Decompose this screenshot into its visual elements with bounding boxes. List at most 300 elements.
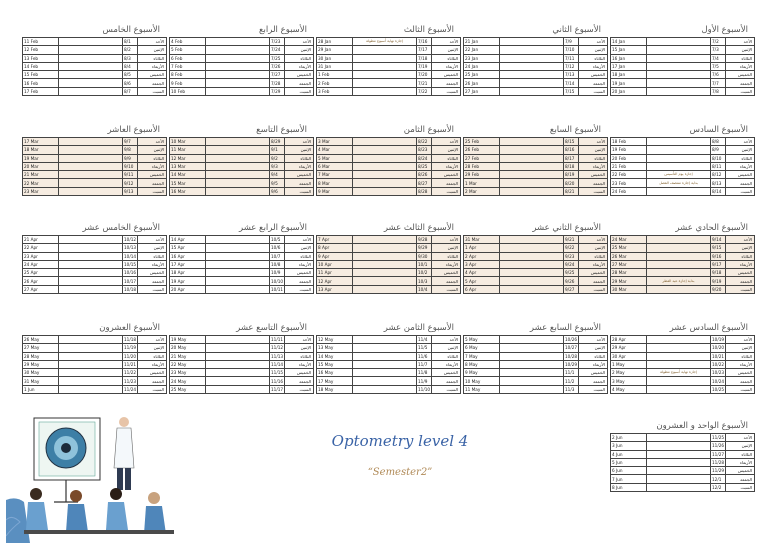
note-cell [206, 62, 270, 70]
day-row [611, 236, 755, 244]
note-cell [206, 71, 270, 79]
hijri-date-cell: 8/17 [564, 154, 579, 162]
day-row [611, 171, 755, 179]
date-cell: 8 May [464, 360, 500, 368]
hijri-date-cell: 10/3 [417, 277, 432, 285]
day-name-cell: الثلاثاء [138, 154, 167, 162]
date-cell: 21 Feb [611, 162, 647, 170]
date-cell: 13 Mar [170, 162, 206, 170]
day-name-cell: الثلاثاء [726, 450, 755, 458]
day-row [464, 352, 608, 360]
date-cell: 7 Apr [317, 236, 353, 244]
day-name-cell: السبت [432, 87, 461, 95]
hijri-date-cell: 10/21 [712, 353, 725, 359]
day-name-cell: الأربعاء [138, 360, 167, 368]
date-cell: 4 Mar [317, 146, 353, 154]
day-row [317, 79, 461, 87]
day-row [170, 260, 314, 268]
day-name-cell: الأربعاء [285, 360, 314, 368]
day-name-cell: السبت [285, 187, 314, 195]
hijri-date-cell: 12/1 [711, 475, 726, 483]
hijri-date-cell: 11/22 [124, 370, 137, 376]
note-cell [500, 385, 564, 393]
note-cell [206, 79, 270, 87]
day-row [611, 352, 755, 360]
date-cell: 24 May [170, 377, 206, 385]
day-row [611, 154, 755, 162]
week-title: الأسبوع الرابع عشر [239, 223, 307, 233]
note-cell [353, 79, 417, 87]
week-table [22, 235, 167, 294]
note-cell [647, 252, 711, 260]
hijri-date-cell: 7/29 [270, 87, 285, 95]
day-name-cell: الثلاثاء [726, 154, 755, 162]
date-cell: 4 Feb [170, 38, 206, 46]
note-cell [500, 377, 564, 385]
hijri-date-cell: 8/16 [564, 146, 579, 154]
hijri-date-cell: 10/1 [417, 260, 432, 268]
hijri-date-cell: 8/10 [711, 154, 726, 162]
day-name-cell: الأربعاء [726, 360, 755, 368]
note-cell [59, 179, 123, 187]
day-row [170, 336, 314, 344]
date-cell: 5 Jun [611, 458, 647, 466]
week-title: الأسبوع الثامن عشر [383, 323, 454, 333]
date-cell: 4 Jun [611, 450, 647, 458]
week-title: الأسبوع الخامس عشر [82, 223, 160, 233]
day-row [464, 269, 608, 277]
week-block [169, 124, 311, 196]
hijri-date-cell: 11/2 [564, 377, 579, 385]
date-cell: 11 Feb [23, 38, 59, 46]
day-name-cell: الإثنين [432, 46, 461, 54]
date-cell: 11 Apr [317, 269, 353, 277]
note-cell [206, 171, 270, 179]
hijri-date-cell: 11/9 [417, 377, 432, 385]
day-name-cell: الأحد [726, 138, 755, 146]
date-cell: 10 Mar [170, 138, 206, 146]
hijri-date-cell: 8/5 [123, 71, 138, 79]
day-name-cell: السبت [726, 483, 755, 491]
day-name-cell: الجمعة [138, 377, 167, 385]
day-row [170, 71, 314, 79]
day-name-cell: الأحد [285, 336, 314, 344]
note-cell: إجازة نهاية أسبوع مطولة [353, 38, 417, 46]
day-row [317, 285, 461, 293]
note-cell [59, 187, 123, 195]
hijri-date-cell: 9/22 [564, 244, 579, 252]
day-row [23, 71, 167, 79]
date-cell: 1 Feb [317, 71, 353, 79]
day-name-cell: الجمعة [432, 79, 461, 87]
hijri-date-cell: 8/18 [564, 162, 579, 170]
date-cell: 18 Feb [611, 138, 647, 146]
day-name-cell: الخميس [432, 71, 461, 79]
hijri-date-cell: 7/4 [711, 54, 726, 62]
date-cell: 21 Apr [23, 236, 59, 244]
hijri-date-cell: 11/5 [417, 344, 432, 352]
date-cell: 25 Jan [464, 71, 500, 79]
date-cell: 17 Mar [23, 138, 59, 146]
note-cell [206, 336, 270, 344]
day-name-cell: السبت [726, 87, 755, 95]
day-name-cell: الثلاثاء [579, 154, 608, 162]
date-cell: 1 May [611, 360, 647, 368]
note-cell [500, 352, 564, 360]
date-cell: 1 Jun [23, 385, 59, 393]
note-cell [353, 344, 417, 352]
note-cell [59, 244, 123, 252]
day-row [170, 138, 314, 146]
week-title: الأسبوع الواحد و العشرون [656, 421, 748, 431]
day-row [23, 360, 167, 368]
hijri-date-cell: 11/23 [124, 378, 137, 384]
hijri-date-cell: 9/2 [270, 154, 285, 162]
date-cell: 3 Jun [611, 442, 647, 450]
day-row [317, 154, 461, 162]
note-cell [353, 162, 417, 170]
day-name-cell: الخميس [432, 171, 461, 179]
day-row [317, 369, 461, 377]
date-cell: 15 May [317, 360, 353, 368]
week-table [610, 37, 755, 96]
day-row [464, 385, 608, 393]
date-cell: 7 Mar [317, 171, 353, 179]
note-cell [647, 260, 711, 268]
note-cell [353, 46, 417, 54]
day-name-cell: الخميس [579, 71, 608, 79]
day-name-cell: الأحد [285, 236, 314, 244]
note-cell [59, 385, 123, 393]
hijri-date-cell: 8/28 [417, 187, 432, 195]
day-row [464, 171, 608, 179]
date-cell: 19 Mar [23, 154, 59, 162]
day-name-cell: الخميس [579, 369, 608, 377]
day-row [611, 187, 755, 195]
day-name-cell: الأحد [726, 38, 755, 46]
hijri-date-cell: 11/21 [124, 362, 137, 368]
note-cell [500, 179, 564, 187]
date-cell: 5 Apr [464, 277, 500, 285]
day-name-cell: السبت [726, 385, 755, 393]
day-name-cell: الأربعاء [138, 260, 167, 268]
day-name-cell: الثلاثاء [138, 54, 167, 62]
hijri-date-cell: 9/23 [564, 252, 579, 260]
day-row [23, 244, 167, 252]
day-row [611, 450, 755, 458]
date-cell: 2 Apr [464, 252, 500, 260]
day-row [23, 285, 167, 293]
note-cell [59, 46, 123, 54]
note-cell [59, 344, 123, 352]
week-block [22, 222, 164, 294]
note-cell [206, 377, 270, 385]
week-table [316, 335, 461, 394]
day-name-cell: الأحد [432, 38, 461, 46]
hijri-date-cell: 7/14 [564, 79, 579, 87]
day-row [611, 336, 755, 344]
day-row [170, 236, 314, 244]
note-cell [500, 285, 564, 293]
day-row [170, 54, 314, 62]
date-cell: 3 Apr [464, 260, 500, 268]
hijri-date-cell: 10/9 [270, 269, 285, 277]
note-cell [206, 38, 270, 46]
note-cell: إجازة يوم التأسيس [647, 171, 711, 179]
day-name-cell: الأحد [726, 434, 755, 442]
week-block [610, 420, 752, 492]
day-row [23, 38, 167, 46]
day-name-cell: الجمعة [285, 79, 314, 87]
hijri-date-cell: 7/13 [564, 71, 579, 79]
day-row [23, 62, 167, 70]
note-cell [647, 54, 711, 62]
week-table [316, 235, 461, 294]
week-title: الأسبوع السادس عشر [669, 323, 748, 333]
note-cell [500, 236, 564, 244]
note-cell [500, 146, 564, 154]
hijri-date-cell: 9/18 [711, 269, 726, 277]
date-cell: 11 Mar [170, 146, 206, 154]
day-name-cell: الجمعة [726, 475, 755, 483]
note-cell [206, 277, 270, 285]
day-row [23, 146, 167, 154]
day-row [170, 360, 314, 368]
date-cell: 6 Feb [170, 54, 206, 62]
day-row [464, 244, 608, 252]
week-block [22, 24, 164, 96]
week-block [463, 322, 605, 394]
day-name-cell: الأربعاء [432, 360, 461, 368]
day-name-cell: الإثنين [726, 344, 755, 352]
day-row [317, 87, 461, 95]
classroom-illustration [6, 410, 216, 543]
note-cell [206, 385, 270, 393]
note-cell [353, 269, 417, 277]
hijri-date-cell: 7/8 [711, 87, 726, 95]
date-cell: 22 Apr [23, 244, 59, 252]
day-name-cell: السبت [138, 87, 167, 95]
note-cell: بداية إجازة عيد الفطر [647, 277, 711, 285]
note-cell [647, 336, 711, 344]
week-title: الأسبوع الأول [701, 25, 748, 35]
note-cell [59, 260, 123, 268]
day-row [611, 377, 755, 385]
day-row [611, 467, 755, 475]
day-name-cell: الخميس [726, 71, 755, 79]
day-name-cell: الأحد [432, 138, 461, 146]
day-name-cell: الإثنين [432, 146, 461, 154]
date-cell: 25 May [170, 385, 206, 393]
note-cell [353, 71, 417, 79]
day-name-cell: الجمعة [579, 79, 608, 87]
hijri-date-cell: 9/21 [564, 236, 579, 244]
date-cell: 8 Mar [317, 179, 353, 187]
note-cell [647, 187, 711, 195]
day-row [317, 146, 461, 154]
week-table [169, 137, 314, 196]
day-row [317, 187, 461, 195]
date-cell: 8 Apr [317, 244, 353, 252]
hijri-date-cell: 9/25 [564, 269, 579, 277]
day-row [23, 46, 167, 54]
date-cell: 7 Jun [611, 475, 647, 483]
hijri-date-cell: 7/6 [711, 71, 726, 79]
day-name-cell: الإثنين [285, 244, 314, 252]
hijri-date-cell: 9/11 [123, 171, 138, 179]
hijri-date-cell: 8/22 [417, 138, 432, 146]
hijri-date-cell: 11/8 [417, 369, 432, 377]
note-cell [500, 62, 564, 70]
day-row [611, 269, 755, 277]
day-name-cell: الإثنين [579, 344, 608, 352]
week-table [316, 37, 461, 96]
date-cell: 17 Feb [23, 87, 59, 95]
date-cell: 30 May [23, 369, 59, 377]
hijri-date-cell: 9/28 [417, 236, 432, 244]
date-cell: 10 Feb [170, 87, 206, 95]
date-cell: 19 Jan [611, 79, 647, 87]
day-row [317, 377, 461, 385]
day-row [611, 385, 755, 393]
day-row [170, 377, 314, 385]
day-row [170, 146, 314, 154]
note-cell [500, 260, 564, 268]
note-cell [647, 450, 711, 458]
note-cell [59, 171, 123, 179]
hijri-date-cell: 9/29 [417, 244, 432, 252]
hijri-date-cell: 11/7 [417, 360, 432, 368]
date-cell: 30 Jan [317, 54, 353, 62]
day-row [23, 336, 167, 344]
day-name-cell: الخميس [138, 171, 167, 179]
day-name-cell: الجمعة [285, 277, 314, 285]
day-row [317, 260, 461, 268]
note-cell [206, 46, 270, 54]
day-row [464, 377, 608, 385]
date-cell: 27 Apr [23, 285, 59, 293]
day-row [317, 54, 461, 62]
day-row [170, 285, 314, 293]
day-row [170, 46, 314, 54]
hijri-date-cell: 7/23 [270, 38, 285, 46]
note-cell [59, 360, 123, 368]
date-cell: 22 Jan [464, 46, 500, 54]
hijri-date-cell: 11/3 [564, 385, 579, 393]
note-cell [647, 377, 711, 385]
day-row [23, 269, 167, 277]
date-cell: 3 Feb [317, 87, 353, 95]
hijri-date-cell: 9/3 [270, 162, 285, 170]
date-cell: 12 May [317, 336, 353, 344]
note-cell [59, 87, 123, 95]
date-cell: 16 Mar [170, 187, 206, 195]
day-name-cell: الجمعة [138, 277, 167, 285]
note-cell [647, 138, 711, 146]
day-row [317, 352, 461, 360]
note-cell [59, 236, 123, 244]
note-cell [59, 146, 123, 154]
date-cell: 16 Feb [23, 79, 59, 87]
note-cell [353, 146, 417, 154]
day-row [464, 344, 608, 352]
date-cell: 29 Apr [611, 344, 647, 352]
day-row [611, 260, 755, 268]
date-cell: 6 May [464, 344, 500, 352]
day-name-cell: الخميس [285, 71, 314, 79]
day-name-cell: الأربعاء [726, 162, 755, 170]
hijri-date-cell: 11/14 [271, 362, 284, 368]
day-row [611, 62, 755, 70]
day-name-cell: الإثنين [726, 46, 755, 54]
date-cell: 5 Feb [170, 46, 206, 54]
date-cell: 14 Feb [23, 62, 59, 70]
week-block [463, 222, 605, 294]
hijri-date-cell: 7/3 [711, 46, 726, 54]
week-table [463, 335, 608, 394]
hijri-date-cell: 11/27 [712, 451, 725, 457]
day-row [170, 87, 314, 95]
date-cell: 20 Apr [170, 285, 206, 293]
day-row [464, 236, 608, 244]
hijri-date-cell: 10/23 [712, 370, 725, 376]
day-row [170, 244, 314, 252]
note-cell [206, 162, 270, 170]
note-cell [59, 62, 123, 70]
note-cell [500, 138, 564, 146]
date-cell: 19 Feb [611, 146, 647, 154]
week-table [316, 137, 461, 196]
week-title: الأسبوع الثامن [403, 125, 454, 135]
hijri-date-cell: 10/4 [417, 285, 432, 293]
day-row [317, 385, 461, 393]
note-cell [59, 54, 123, 62]
day-row [170, 154, 314, 162]
day-name-cell: الثلاثاء [726, 252, 755, 260]
day-name-cell: الجمعة [726, 179, 755, 187]
day-name-cell: الجمعة [579, 277, 608, 285]
hijri-date-cell: 10/8 [270, 260, 285, 268]
week-title: الأسبوع التاسع [256, 125, 307, 135]
week-block [22, 322, 164, 394]
date-cell: 16 Apr [170, 252, 206, 260]
day-name-cell: الجمعة [138, 179, 167, 187]
note-cell [500, 244, 564, 252]
week-block [169, 222, 311, 294]
hijri-date-cell: 11/20 [124, 353, 137, 359]
day-name-cell: الأحد [726, 336, 755, 344]
note-cell [353, 285, 417, 293]
hijri-date-cell: 9/5 [270, 179, 285, 187]
note-cell [59, 79, 123, 87]
hijri-date-cell: 8/3 [123, 54, 138, 62]
note-cell [59, 369, 123, 377]
date-cell: 28 Mar [611, 269, 647, 277]
hijri-date-cell: 9/27 [564, 285, 579, 293]
date-cell: 2 Jun [611, 434, 647, 442]
week-table [610, 235, 755, 294]
note-cell [59, 377, 123, 385]
note-cell [206, 236, 270, 244]
date-cell: 2 Mar [464, 187, 500, 195]
day-name-cell: الجمعة [285, 179, 314, 187]
note-cell [206, 138, 270, 146]
day-name-cell: السبت [579, 285, 608, 293]
day-name-cell: الإثنين [138, 244, 167, 252]
hijri-date-cell: 11/15 [271, 370, 284, 376]
note-cell [647, 352, 711, 360]
day-row [170, 187, 314, 195]
